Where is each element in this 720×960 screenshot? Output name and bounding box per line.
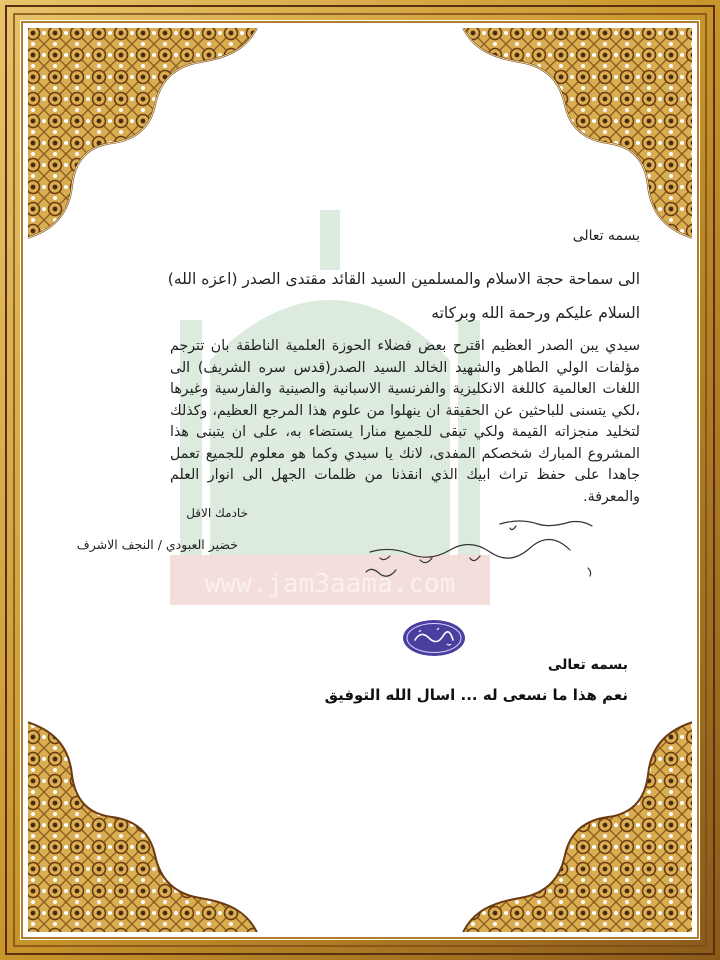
- watermark-url: www.jam3aama.com: [204, 569, 456, 599]
- letter-closing: خادمك الاقل: [186, 506, 248, 520]
- letter-sender: خضير العبودي / النجف الاشرف: [76, 537, 238, 552]
- reply-text: نعم هذا ما نسعى له ... اسال الله التوفيق: [324, 686, 628, 704]
- letter-greeting: السلام عليكم ورحمة الله وبركاته: [431, 304, 640, 322]
- seal-stamp: [401, 618, 467, 658]
- reply-opening: بسمه تعالى: [547, 657, 628, 673]
- letter-body: سيدي يبن الصدر العظيم اقترح بعض فضلاء الحوزة العلمية الناطقة بان تترجم مؤلفات الولي الطاهر والشهيد الخالد السيد الصدر(قدس سره الشريف) الى اللغات العالمية كاللغة الانكليزية والفرنسية الاسبانية والصينية والفارسية وغيرها ،لكي يتسنى للباحثين عن الحقيقة ان ينهلوا من علوم هذا المرجع العظيم، وكذلك لتخليد منجزاته القيمة ولكي تبقى للجميع منارا يستضاء به، على ان يتبنى هذا المشروع المبارك شخصكم المفدى، لانك يا سيدي وكما هو معلوم للجميع تعمل جاهدا على حفظ تراث ابيك الذي انقذنا من ظلمات الجهل الى انوار العلم والمعرفة.: [170, 338, 640, 505]
- letter-opening: بسمه تعالى: [572, 228, 640, 244]
- handwritten-signature: [360, 510, 600, 590]
- letter-addressee: الى سماحة حجة الاسلام والمسلمين السيد القائد مقتدى الصدر (اعزه الله): [167, 270, 640, 288]
